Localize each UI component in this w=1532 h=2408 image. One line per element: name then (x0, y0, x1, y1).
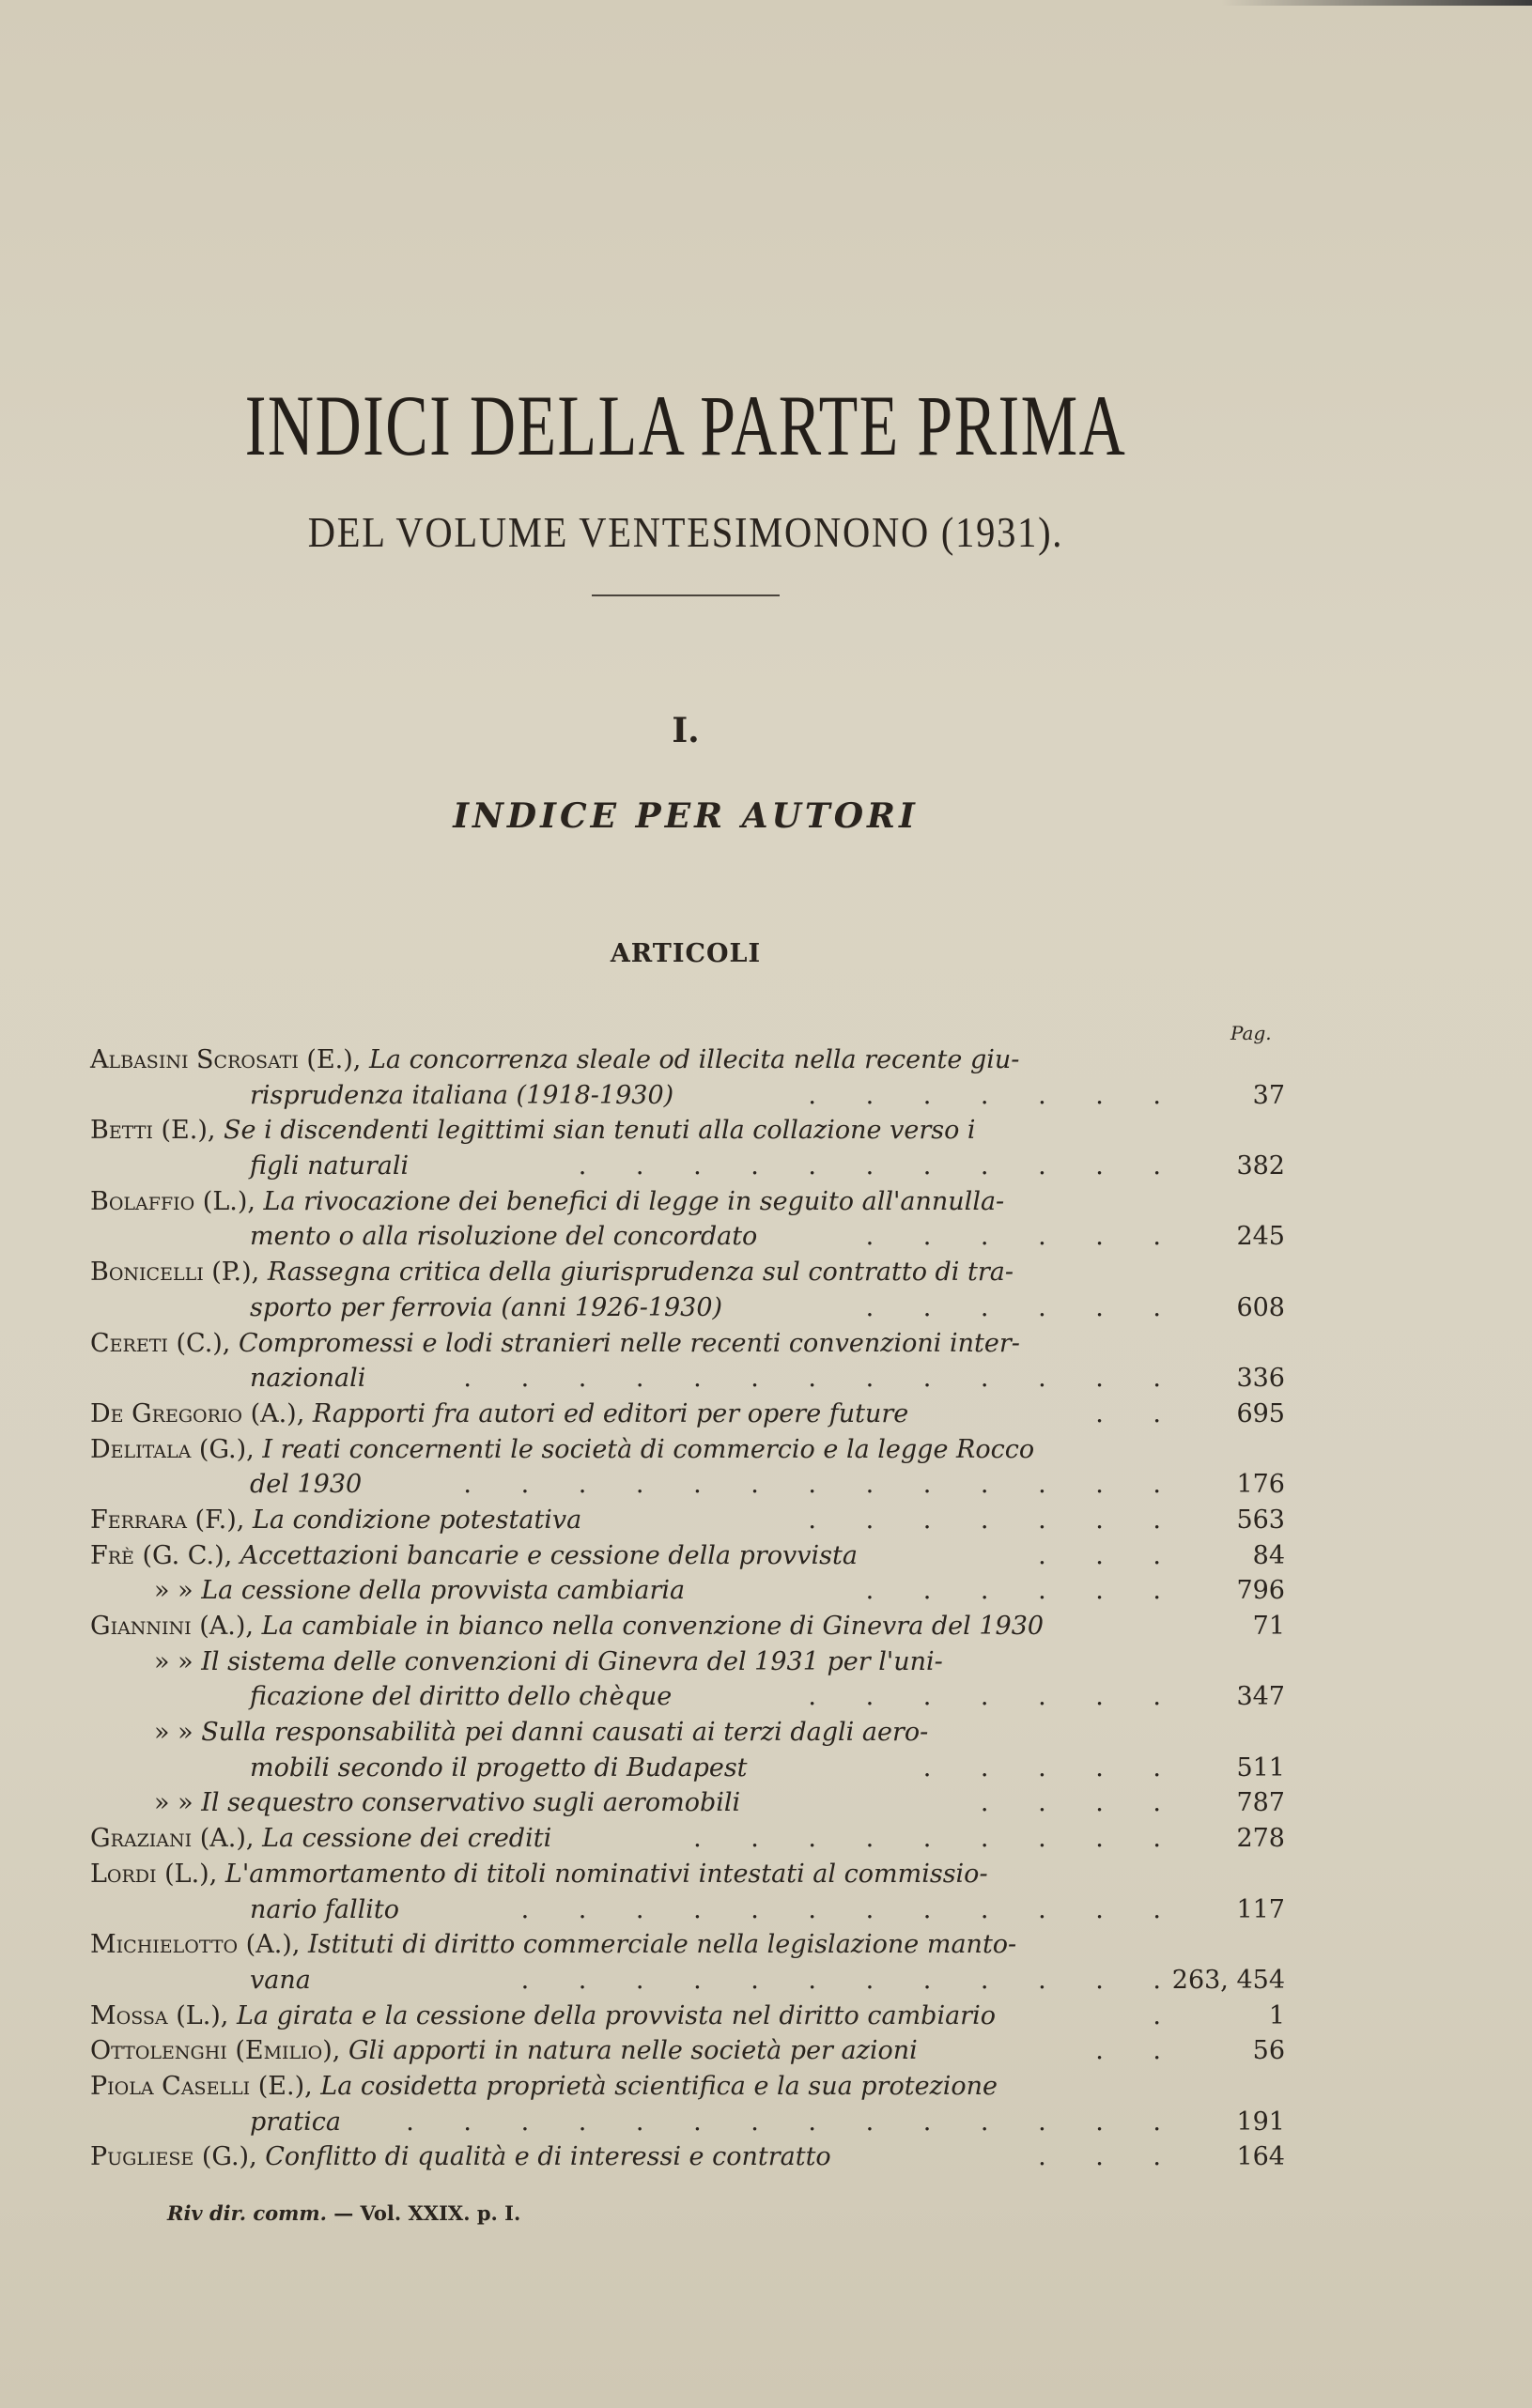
entry-author: Ferrara (F.), (90, 1505, 245, 1535)
subsection-title: ARTICOLI (610, 939, 762, 968)
entry-first-line (90, 1113, 976, 1149)
leader-dots: . . . . . . . . . (693, 1824, 1182, 1854)
entry-title-continued: risprudenza italiana (1918-1930) (250, 1080, 674, 1110)
index-entry (90, 1432, 1285, 1468)
leader-dots: . . . . . . . . . . . (578, 1151, 1182, 1181)
entry-page-number: 608 (1236, 1292, 1285, 1322)
entry-author: Betti (E.), (90, 1116, 216, 1146)
leader-dots: . . . . . . . (808, 1080, 1182, 1110)
entry-title: La concorrenza sleale od illecita nella recente giu- (368, 1045, 1020, 1074)
entry-author: Albasini Scrosati (E.), (90, 1045, 362, 1074)
entry-author: Delitala (G.), (90, 1434, 255, 1464)
divider-rule (592, 594, 780, 596)
entry-first-line (90, 1255, 1014, 1290)
entry-first-line (90, 1857, 988, 1892)
entry-first-line (90, 2139, 831, 2175)
entry-page-number: 278 (1236, 1824, 1285, 1854)
index-entry-continuation (90, 1892, 1285, 1928)
entry-first-line (90, 1042, 1019, 1078)
entry-title: Rapporti fra autori ed editori per opere future (312, 1398, 909, 1428)
entry-title: La girata e la cessione della provvista nel diritto cambiario (236, 2000, 996, 2030)
entry-page-number: 84 (1252, 1540, 1285, 1570)
entry-title: La condizione potestativa (252, 1505, 582, 1535)
entry-title-continued: figli naturali (250, 1151, 410, 1181)
entry-title-continued: del 1930 (250, 1470, 363, 1500)
footer-journal: Riv dir. comm. (167, 2201, 327, 2225)
entry-page-number: 37 (1252, 1080, 1285, 1110)
index-entry (90, 1644, 1285, 1680)
section-title: INDICE PER AUTORI (453, 796, 919, 836)
leader-dots: . . . . . . . . . . . . . (463, 1364, 1182, 1394)
entry-title: La cessione della provvista cambiaria (201, 1576, 686, 1606)
index-entry (90, 1785, 1285, 1821)
entry-title: L'ammortamento di titoli nominativi intestati al commissio- (224, 1859, 988, 1889)
entry-page-number: 787 (1236, 1788, 1285, 1818)
leader-dots: . . . . (980, 1788, 1182, 1818)
entry-first-line (90, 1927, 1016, 1963)
entry-title-continued: sporto per ferrovia (anni 1926-1930) (250, 1292, 723, 1322)
index-entry (90, 1326, 1285, 1362)
leader-dots: . . . . . (922, 1752, 1182, 1783)
entry-first-line (90, 2033, 918, 2069)
index-entry-continuation (90, 1963, 1285, 1999)
leader-dots: . . . (1038, 2142, 1182, 2172)
entry-ditto-mark: » » (154, 1646, 193, 1676)
entry-ditto-mark: » » (154, 1718, 193, 1748)
entry-title-continued: pratica (250, 2107, 341, 2137)
entry-first-line (90, 1538, 858, 1574)
leader-dots: . . . . . . . . . . . . . . (406, 2107, 1182, 2137)
entry-author: Lordi (L.), (90, 1859, 218, 1889)
entry-author: Giannini (A.), (90, 1612, 254, 1641)
entry-page-number: 117 (1236, 1894, 1285, 1924)
entry-title: Se i discendenti legittimi sian tenuti alla collazione verso i (224, 1116, 976, 1146)
entry-title: Il sistema delle convenzioni di Ginevra del 1931 per l'uni- (201, 1646, 943, 1676)
entry-first-line (154, 1785, 740, 1821)
entry-first-line (90, 1397, 908, 1432)
entry-title: La cosidetta proprietà scientifica e la sua protezione (320, 2071, 998, 2101)
index-entry (90, 1715, 1285, 1751)
entry-page-number: 71 (1252, 1612, 1285, 1641)
entry-page-number: 336 (1236, 1364, 1285, 1394)
entry-page-number: 164 (1236, 2142, 1285, 2172)
index-entry-continuation (90, 1290, 1285, 1326)
leader-dots: . . . . . . . (808, 1682, 1182, 1712)
entry-title: I reati concernenti le società di commercio e la legge Rocco (262, 1434, 1035, 1464)
entry-page-number: 511 (1236, 1752, 1285, 1783)
entry-title: Sulla responsabilità pei danni causati ai terzi dagli aero- (201, 1718, 929, 1748)
index-entry (90, 1573, 1285, 1609)
footer-signature (167, 2201, 520, 2225)
index-entry (90, 1113, 1285, 1149)
index-entry (90, 1255, 1285, 1290)
entry-title-continued: vana (250, 1965, 311, 1995)
entry-page-number: 245 (1236, 1222, 1285, 1252)
entry-title: Rassegna critica della giurisprudenza sul contratto di tra- (267, 1258, 1014, 1288)
entry-title-continued: mento o alla risoluzione del concordato (250, 1222, 758, 1252)
leader-dots: . . . . . . (865, 1292, 1182, 1322)
entry-page-number: 796 (1236, 1576, 1285, 1606)
entry-ditto-mark: » » (154, 1788, 193, 1818)
entry-first-line (90, 1609, 1044, 1644)
entry-page-number: 347 (1236, 1682, 1285, 1712)
index-entry (90, 1042, 1285, 1078)
entry-first-line (90, 1184, 1004, 1220)
entry-first-line (90, 2069, 998, 2105)
entry-author: Pugliese (G.), (90, 2142, 257, 2172)
entry-title: Gli apporti in natura nelle società per azioni (348, 2036, 918, 2066)
entry-page-number: 695 (1236, 1398, 1285, 1428)
entry-title: Il sequestro conservativo sugli aeromobili (201, 1788, 741, 1818)
index-entry-continuation (90, 2105, 1285, 2140)
leader-dots: . . . . . . (865, 1222, 1182, 1252)
entry-title: Istituti di diritto commerciale nella legislazione manto- (308, 1930, 1017, 1960)
entry-page-number: 263, 454 (1171, 1965, 1285, 1995)
leader-dots: . . . . . . . . . . . . (520, 1965, 1182, 1995)
entry-page-number: 1 (1268, 2000, 1285, 2030)
entry-title-continued: nazionali (250, 1364, 366, 1394)
index-entry (90, 1503, 1285, 1538)
entry-first-line (90, 1503, 581, 1538)
entry-page-number: 56 (1252, 2036, 1285, 2066)
entry-title: La cessione dei crediti (262, 1824, 552, 1854)
index-entry (90, 2139, 1285, 2175)
entry-first-line (154, 1573, 685, 1609)
entry-first-line (90, 1326, 1020, 1362)
leader-dots: . . . . . . . (808, 1505, 1182, 1535)
entry-author: Frè (G. C.), (90, 1540, 233, 1570)
index-entry (90, 1857, 1285, 1892)
index-entry (90, 2069, 1285, 2105)
entry-author: De Gregorio (A.), (90, 1398, 305, 1428)
footer-volume: — Vol. XXIX. p. I. (333, 2201, 521, 2225)
entry-ditto-mark: » » (154, 1576, 193, 1606)
entry-title: Conflitto di qualità e di interessi e contratto (265, 2142, 831, 2172)
index-entry (90, 1821, 1285, 1857)
entry-author: Graziani (A.), (90, 1824, 255, 1854)
entry-title: Accettazioni bancarie e cessione della provvista (240, 1540, 858, 1570)
entry-first-line (90, 1821, 551, 1857)
index-entry-continuation (90, 1679, 1285, 1715)
entry-first-line (154, 1715, 928, 1751)
leader-dots: . . . . . . . . . . . . . (463, 1470, 1182, 1500)
leader-dots: . . . . . . (865, 1576, 1182, 1606)
index-entry-continuation (90, 1467, 1285, 1503)
entry-page-number: 176 (1236, 1470, 1285, 1500)
entry-author: Piola Caselli (E.), (90, 2071, 313, 2101)
entry-title: La cambiale in bianco nella convenzione di Ginevra del 1930 (261, 1612, 1045, 1641)
author-index-list (90, 1042, 1285, 2175)
section-number: I. (672, 711, 700, 750)
leader-dots: . (1153, 2000, 1182, 2030)
page-subtitle: DEL VOLUME VENTESIMONONO (1931). (307, 508, 1064, 556)
entry-first-line (154, 1644, 943, 1680)
entry-page-number: 563 (1236, 1505, 1285, 1535)
index-entry (90, 1538, 1285, 1574)
entry-page-number: 382 (1236, 1151, 1285, 1181)
leader-dots: . . . . . . . . . . . . (520, 1894, 1182, 1924)
entry-title-continued: nario fallito (250, 1894, 399, 1924)
index-entry-continuation (90, 1361, 1285, 1397)
leader-dots: . . (1095, 2036, 1182, 2066)
entry-page-number: 191 (1236, 2107, 1285, 2137)
entry-first-line (90, 1432, 1034, 1468)
index-entry-continuation (90, 1078, 1285, 1114)
entry-title-continued: mobili secondo il progetto di Budapest (250, 1752, 748, 1783)
index-entry-continuation (90, 1149, 1285, 1184)
leader-dots: . . . (1038, 1540, 1182, 1570)
entry-first-line (90, 1999, 996, 2034)
entry-author: Mossa (L.), (90, 2000, 229, 2030)
index-entry (90, 1999, 1285, 2034)
entry-title: La rivocazione dei benefici di legge in seguito all'annulla- (263, 1186, 1005, 1216)
index-entry-continuation (90, 1219, 1285, 1255)
index-entry (90, 1609, 1285, 1644)
entry-author: Bolaffio (L.), (90, 1186, 255, 1216)
index-entry (90, 1397, 1285, 1432)
index-entry-continuation (90, 1751, 1285, 1786)
page-edge-shadow (1221, 0, 1532, 6)
entry-title: Compromessi e lodi stranieri nelle recenti convenzioni inter- (239, 1328, 1020, 1358)
leader-dots: . . (1095, 1398, 1182, 1428)
entry-title-continued: ficazione del diritto dello chèque (250, 1682, 673, 1712)
entry-author: Michielotto (A.), (90, 1930, 301, 1960)
page-column-label: Pag. (1230, 1022, 1272, 1044)
entry-author: Cereti (C.), (90, 1328, 231, 1358)
index-entry (90, 2033, 1285, 2069)
page-title: INDICI DELLA PARTE PRIMA (244, 378, 1127, 473)
index-entry (90, 1184, 1285, 1220)
entry-author: Bonicelli (P.), (90, 1258, 260, 1288)
entry-author: Ottolenghi (Emilio), (90, 2036, 341, 2066)
index-entry (90, 1927, 1285, 1963)
